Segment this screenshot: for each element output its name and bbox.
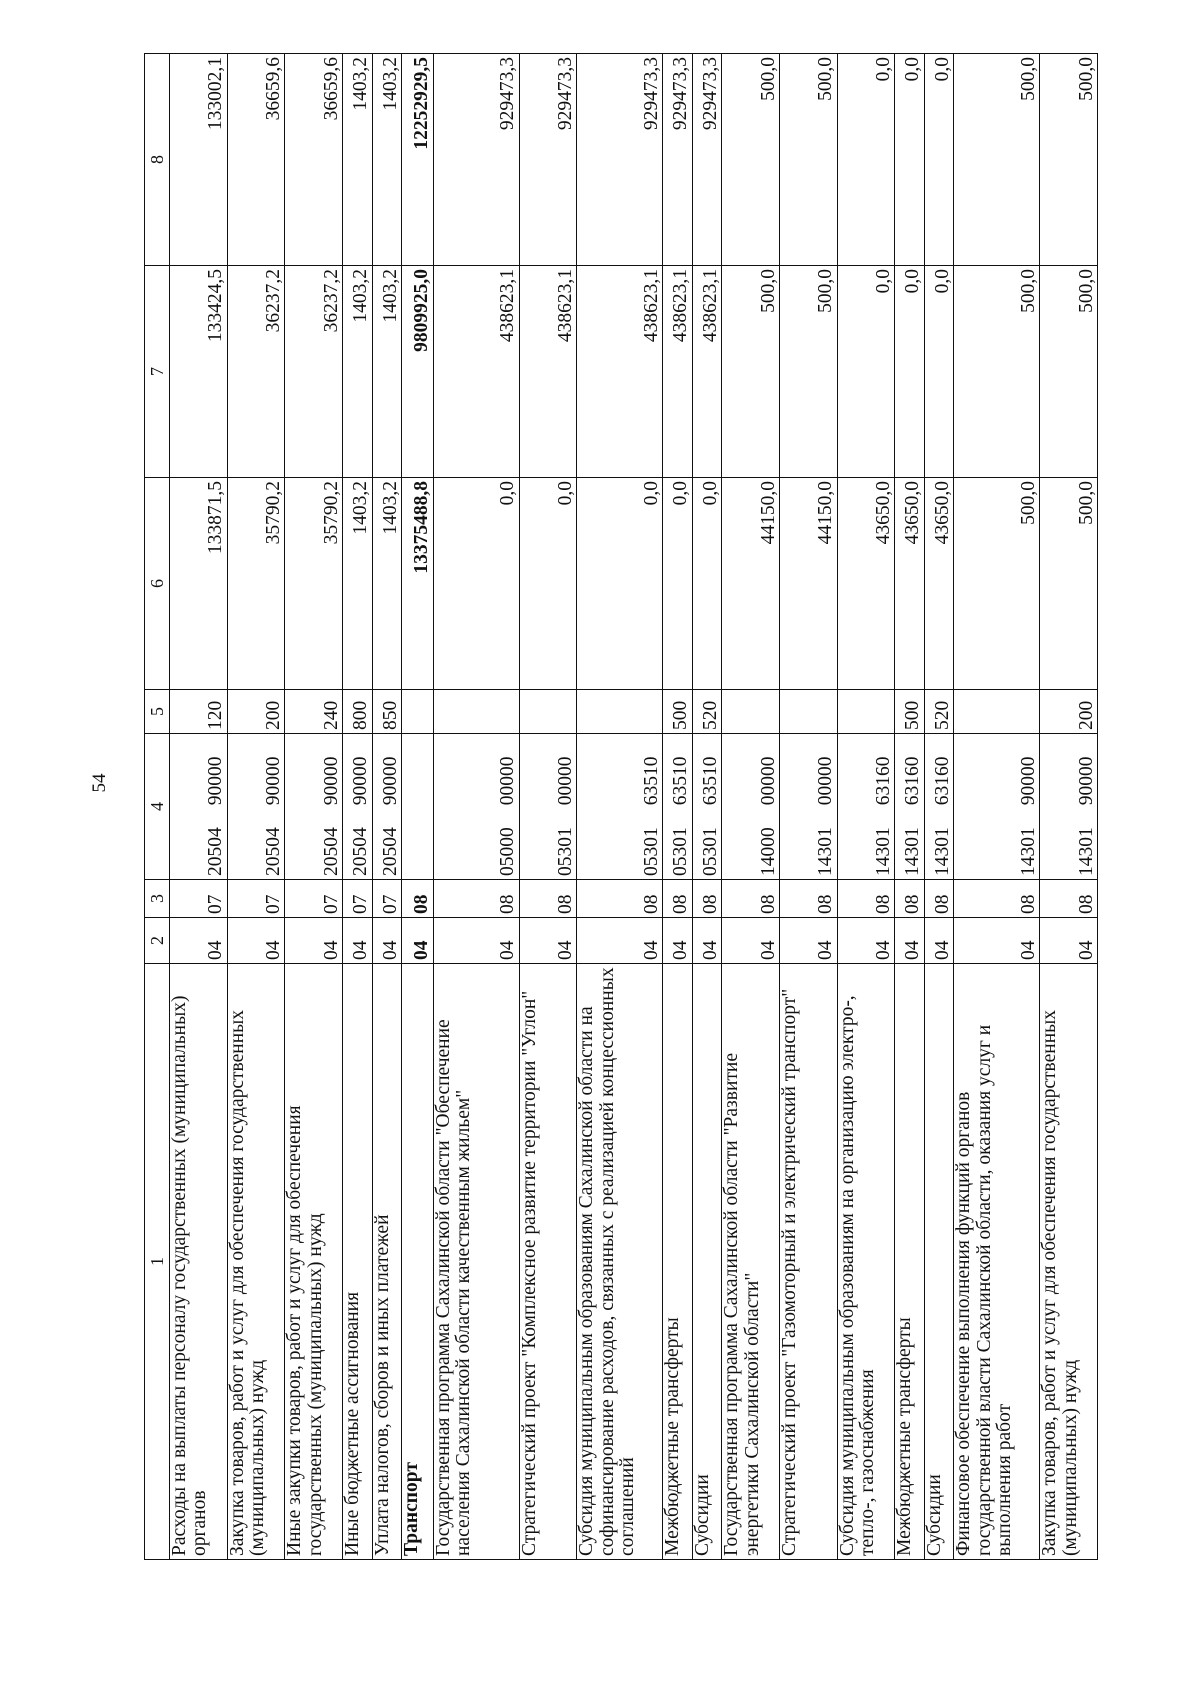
- section-code: 04: [170, 918, 228, 964]
- amount-col8: 0,0: [837, 54, 895, 266]
- expense-type-code: 240: [285, 690, 343, 734]
- direction-code: 00000: [555, 756, 577, 806]
- table-row: [663, 54, 692, 1560]
- program-code: 20504: [205, 827, 227, 876]
- row-name: Стратегический проект "Газомоторный и электрический транспорт": [780, 964, 838, 1560]
- target-article-code: [895, 734, 924, 880]
- page-number: 54: [89, 773, 110, 793]
- target-article-code: [954, 734, 1040, 880]
- direction-code: 90000: [379, 756, 401, 806]
- target-article-code: [837, 734, 895, 880]
- section-code: 04: [780, 918, 838, 964]
- table-row: [577, 54, 663, 1560]
- expense-type-code: 200: [1040, 690, 1098, 734]
- row-name: Субсидия муниципальным образованиям Сахалинской области на софинансирование расходов, связанных с реализацией концессионных соглашений: [577, 964, 663, 1560]
- program-code: 14301: [902, 827, 924, 876]
- row-name: Иные бюджетные ассигнования: [343, 964, 372, 1560]
- amount-col6: 35790,2: [227, 478, 285, 690]
- table-row: [780, 54, 838, 1560]
- amount-col7: 500,0: [954, 266, 1040, 478]
- amount-col8: 929473,3: [663, 54, 692, 266]
- row-name: Стратегический проект "Комплексное развитие территории "Углон": [519, 964, 577, 1560]
- amount-col8: 500,0: [954, 54, 1040, 266]
- expense-type-code: 200: [227, 690, 285, 734]
- section-code: 04: [433, 918, 519, 964]
- target-article-code: [722, 734, 780, 880]
- amount-col8: 929473,3: [692, 54, 721, 266]
- direction-code: 00000: [815, 756, 837, 806]
- section-code: 04: [954, 918, 1040, 964]
- program-code: 05000: [497, 827, 519, 876]
- amount-col7: 500,0: [780, 266, 838, 478]
- amount-col6: 43650,0: [924, 478, 953, 690]
- subsection-code: 08: [401, 880, 433, 918]
- program-code: 14301: [872, 827, 894, 876]
- section-code: 04: [401, 918, 433, 964]
- amount-col6: 43650,0: [837, 478, 895, 690]
- amount-col8: 500,0: [780, 54, 838, 266]
- subsection-code: 07: [343, 880, 372, 918]
- column-header: 2: [145, 918, 170, 964]
- expense-type-code: 850: [372, 690, 401, 734]
- subsection-code: 07: [227, 880, 285, 918]
- amount-col7: 1403,2: [343, 266, 372, 478]
- amount-col6: 133871,5: [170, 478, 228, 690]
- expense-type-code: [401, 690, 433, 734]
- amount-col7: 133424,5: [170, 266, 228, 478]
- direction-code: 63160: [931, 756, 953, 806]
- direction-code: 63510: [699, 756, 721, 806]
- target-article-code: [1040, 734, 1098, 880]
- row-name: Уплата налогов, сборов и иных платежей: [372, 964, 401, 1560]
- direction-code: 00000: [757, 756, 779, 806]
- amount-col7: 1403,2: [372, 266, 401, 478]
- amount-col6: 44150,0: [780, 478, 838, 690]
- row-name: Закупка товаров, работ и услуг для обеспечения государственных (муниципальных) нужд: [227, 964, 285, 1560]
- program-code: 14301: [815, 827, 837, 876]
- direction-code: 90000: [205, 756, 227, 806]
- amount-col7: 500,0: [1040, 266, 1098, 478]
- table-row: [170, 54, 228, 1560]
- target-article-code: [663, 734, 692, 880]
- direction-code: 63510: [670, 756, 692, 806]
- target-article-code: [285, 734, 343, 880]
- table-row: [372, 54, 401, 1560]
- table-row: [343, 54, 372, 1560]
- target-article-code: [924, 734, 953, 880]
- subsection-code: 08: [692, 880, 721, 918]
- column-header: 5: [145, 690, 170, 734]
- target-article-code: [170, 734, 228, 880]
- amount-col7: 438623,1: [692, 266, 721, 478]
- target-article-code: [401, 734, 433, 880]
- amount-col8: 929473,3: [433, 54, 519, 266]
- direction-code: 63160: [872, 756, 894, 806]
- direction-code: 00000: [497, 756, 519, 806]
- program-code: 05301: [555, 827, 577, 876]
- amount-col6: 500,0: [1040, 478, 1098, 690]
- table-row: [722, 54, 780, 1560]
- amount-col8: 12252929,5: [401, 54, 433, 266]
- amount-col6: 0,0: [577, 478, 663, 690]
- table-row: [837, 54, 895, 1560]
- row-name: Иные закупки товаров, работ и услуг для обеспечения государственных (муниципальных) нужд: [285, 964, 343, 1560]
- expense-type-code: 500: [663, 690, 692, 734]
- row-name: Субсидии: [692, 964, 721, 1560]
- row-name: Субсидии: [924, 964, 953, 1560]
- expense-type-code: [519, 690, 577, 734]
- program-code: 20504: [320, 827, 342, 876]
- target-article-code: [519, 734, 577, 880]
- amount-col7: 9809925,0: [401, 266, 433, 478]
- expense-type-code: [722, 690, 780, 734]
- program-code: 14301: [1017, 827, 1039, 876]
- direction-code: 63160: [902, 756, 924, 806]
- rotated-budget-table: [144, 54, 1098, 1560]
- target-article-code: [577, 734, 663, 880]
- row-name: Расходы на выплаты персоналу государственных (муниципальных) органов: [170, 964, 228, 1560]
- subsection-code: 08: [895, 880, 924, 918]
- program-code: 20504: [379, 827, 401, 876]
- subsection-code: 08: [577, 880, 663, 918]
- expense-type-code: [780, 690, 838, 734]
- amount-col6: 0,0: [433, 478, 519, 690]
- row-name: Финансовое обеспечение выполнения функций органов государственной власти Сахалинской области, оказания услуг и выполнения работ: [954, 964, 1040, 1560]
- column-header: 7: [145, 266, 170, 478]
- section-code: 04: [924, 918, 953, 964]
- amount-col7: 438623,1: [433, 266, 519, 478]
- direction-code: 90000: [320, 756, 342, 806]
- column-header: 8: [145, 54, 170, 266]
- program-code: 14301: [931, 827, 953, 876]
- amount-col8: 0,0: [895, 54, 924, 266]
- amount-col6: 44150,0: [722, 478, 780, 690]
- table-row: [227, 54, 285, 1560]
- row-name: Закупка товаров, работ и услуг для обеспечения государственных (муниципальных) нужд: [1040, 964, 1098, 1560]
- section-code: 04: [1040, 918, 1098, 964]
- table-row: [692, 54, 721, 1560]
- amount-col8: 36659,6: [285, 54, 343, 266]
- amount-col8: 929473,3: [519, 54, 577, 266]
- amount-col7: 36237,2: [227, 266, 285, 478]
- subsection-code: 08: [433, 880, 519, 918]
- amount-col6: 35790,2: [285, 478, 343, 690]
- target-article-code: [372, 734, 401, 880]
- section-code: 04: [837, 918, 895, 964]
- target-article-code: [227, 734, 285, 880]
- direction-code: 63510: [640, 756, 662, 806]
- subsection-code: 08: [663, 880, 692, 918]
- row-name: Государственная программа Сахалинской области "Развитие энергетики Сахалинской области": [722, 964, 780, 1560]
- section-code: 04: [343, 918, 372, 964]
- subsection-code: 08: [722, 880, 780, 918]
- amount-col8: 500,0: [1040, 54, 1098, 266]
- budget-table: [144, 53, 1098, 1560]
- column-header: 4: [145, 734, 170, 880]
- table-row: [285, 54, 343, 1560]
- column-header: 6: [145, 478, 170, 690]
- subsection-code: 07: [285, 880, 343, 918]
- subsection-code: 08: [780, 880, 838, 918]
- amount-col8: 0,0: [924, 54, 953, 266]
- amount-col8: 1403,2: [372, 54, 401, 266]
- target-article-code: [780, 734, 838, 880]
- section-code: 04: [577, 918, 663, 964]
- table-row: [401, 54, 433, 1560]
- subsection-code: 08: [519, 880, 577, 918]
- amount-col6: 1403,2: [343, 478, 372, 690]
- table-row: [519, 54, 577, 1560]
- program-code: 14301: [1075, 827, 1097, 876]
- section-code: 04: [519, 918, 577, 964]
- expense-type-code: [577, 690, 663, 734]
- column-header: 3: [145, 880, 170, 918]
- section-code: 04: [663, 918, 692, 964]
- amount-col7: 500,0: [722, 266, 780, 478]
- subsection-code: 08: [1040, 880, 1098, 918]
- amount-col6: 0,0: [663, 478, 692, 690]
- amount-col8: 1403,2: [343, 54, 372, 266]
- row-name: Межбюджетные трансферты: [663, 964, 692, 1560]
- program-code: 05301: [670, 827, 692, 876]
- expense-type-code: [433, 690, 519, 734]
- program-code: 05301: [699, 827, 721, 876]
- section-code: 04: [895, 918, 924, 964]
- expense-type-code: 500: [895, 690, 924, 734]
- amount-col8: 36659,6: [227, 54, 285, 266]
- amount-col6: 0,0: [692, 478, 721, 690]
- table-row: [895, 54, 924, 1560]
- table-row: [954, 54, 1040, 1560]
- target-article-code: [692, 734, 721, 880]
- subsection-code: 08: [837, 880, 895, 918]
- row-name: Межбюджетные трансферты: [895, 964, 924, 1560]
- row-name: Субсидия муниципальным образованиям на организацию электро-, тепло-, газоснабжения: [837, 964, 895, 1560]
- section-code: 04: [285, 918, 343, 964]
- amount-col6: 43650,0: [895, 478, 924, 690]
- direction-code: 90000: [1075, 756, 1097, 806]
- amount-col6: 500,0: [954, 478, 1040, 690]
- header-row: [145, 54, 170, 1560]
- amount-col7: 0,0: [837, 266, 895, 478]
- subsection-code: 07: [372, 880, 401, 918]
- program-code: 14000: [757, 827, 779, 876]
- program-code: 05301: [640, 827, 662, 876]
- amount-col7: 36237,2: [285, 266, 343, 478]
- expense-type-code: [837, 690, 895, 734]
- amount-col6: 1403,2: [372, 478, 401, 690]
- amount-col7: 0,0: [895, 266, 924, 478]
- section-code: 04: [722, 918, 780, 964]
- amount-col6: 13375488,8: [401, 478, 433, 690]
- program-code: 20504: [262, 827, 284, 876]
- table-row: [433, 54, 519, 1560]
- amount-col7: 438623,1: [663, 266, 692, 478]
- row-name: Транспорт: [401, 964, 433, 1560]
- amount-col7: 438623,1: [519, 266, 577, 478]
- direction-code: 90000: [262, 756, 284, 806]
- amount-col8: 929473,3: [577, 54, 663, 266]
- subsection-code: 07: [170, 880, 228, 918]
- expense-type-code: [954, 690, 1040, 734]
- expense-type-code: 120: [170, 690, 228, 734]
- amount-col8: 500,0: [722, 54, 780, 266]
- target-article-code: [433, 734, 519, 880]
- row-name: Государственная программа Сахалинской области "Обеспечение населения Сахалинской области качественным жильем": [433, 964, 519, 1560]
- amount-col7: 0,0: [924, 266, 953, 478]
- section-code: 04: [227, 918, 285, 964]
- section-code: 04: [692, 918, 721, 964]
- table-row: [1040, 54, 1098, 1560]
- direction-code: 90000: [1017, 756, 1039, 806]
- amount-col7: 438623,1: [577, 266, 663, 478]
- column-header: 1: [145, 964, 170, 1560]
- expense-type-code: 520: [692, 690, 721, 734]
- direction-code: 90000: [350, 756, 372, 806]
- amount-col6: 0,0: [519, 478, 577, 690]
- subsection-code: 08: [954, 880, 1040, 918]
- expense-type-code: 800: [343, 690, 372, 734]
- target-article-code: [343, 734, 372, 880]
- table-row: [924, 54, 953, 1560]
- expense-type-code: 520: [924, 690, 953, 734]
- program-code: 20504: [350, 827, 372, 876]
- section-code: 04: [372, 918, 401, 964]
- subsection-code: 08: [924, 880, 953, 918]
- amount-col8: 133002,1: [170, 54, 228, 266]
